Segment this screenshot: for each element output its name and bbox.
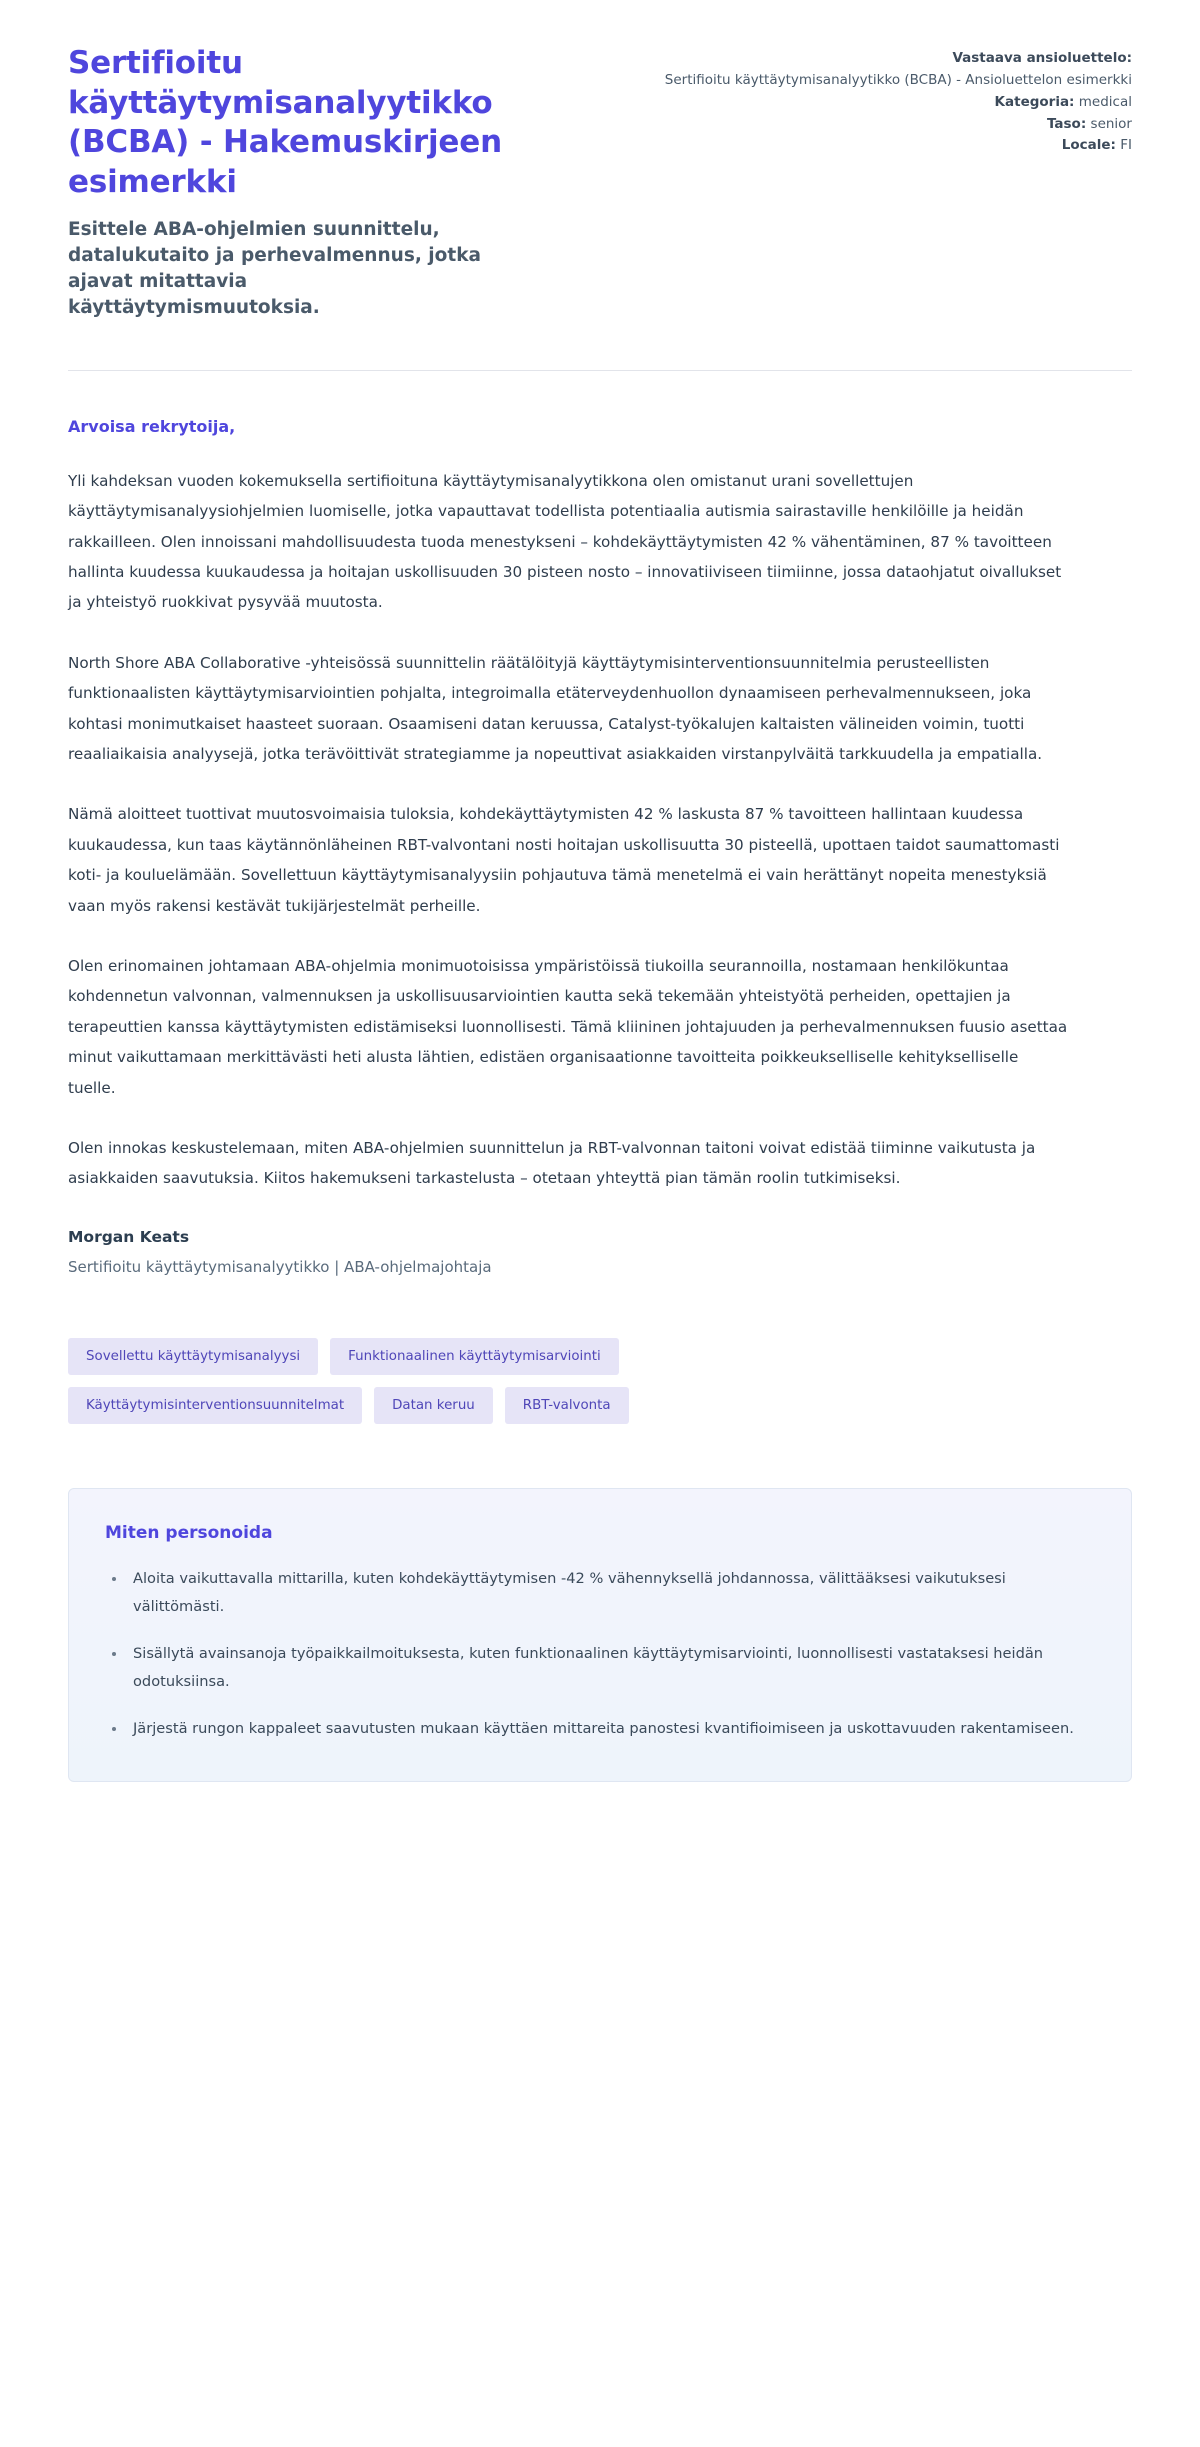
skill-tag[interactable]: Sovellettu käyttäytymisanalyysi [68,1338,318,1375]
meta-value-category: medical [1078,93,1132,110]
skill-tag-list [68,1338,768,1424]
page-subtitle: Esittele ABA-ohjelmien suunnittelu, datalukutaito ja perhevalmennus, jotka ajavat mitattavia käyttäytymismuutoksia. [68,218,481,319]
meta-value-level: senior [1090,115,1132,132]
meta-locale [665,135,1132,157]
personalization-callout [68,1488,1132,1782]
meta-category [665,92,1132,114]
meta-label-related-resume: Vastaava ansioluettelo: [952,50,1132,66]
skill-tag[interactable]: Käyttäytymisinterventionsuunnitelmat [68,1387,362,1424]
callout-list-item: • Sisällytä avainsanoja työpaikkailmoituksesta, kuten funktionaalinen käyttäytymisarviointi, luonnollisesti vastataksesi heidän odotuksiinsa. [127,1640,1095,1697]
letter-body [68,371,1132,1276]
meta-related-resume-value [665,70,1132,92]
signature-name: Morgan Keats [68,1227,190,1246]
meta-label-category: Kategoria: [994,93,1075,110]
skill-tag[interactable]: Datan keruu [374,1387,493,1424]
callout-title: Miten personoida [105,1522,273,1543]
meta-value-related-resume: Sertifioitu käyttäytymisanalyytikko (BCBA) - Ansioluettelon esimerkki [664,71,1132,88]
header-metadata [665,44,1132,157]
header-title-block [68,44,588,322]
meta-level [665,114,1132,136]
page-header [68,36,1132,322]
letter-paragraph: Yli kahdeksan vuoden kokemuksella sertifioituna käyttäytymisanalyytikkona olen omistanut urani sovellettujen käyttäytymisanalyysiohjelmien luomiselle, jotka vapauttavat todellista potentiaalia autismia sairastaville henkilöille ja heidän rakkailleen. Olen innoissani mahdollisuudesta tuoda menestykseni – kohdekäyttäytymisten 42 % vähentäminen, 87 % tavoitteen hallinta kuudessa kuukaudessa ja hoitajan uskollisuuden 30 pisteen nosto – innovatiiviseen tiimiinne, jossa dataohjatut oivallukset ja yhteistyö ruokkivat pysyvää muutosta. [68,471,1062,612]
page-title: Sertifioitu käyttäytymisanalyytikko (BCBA) - Hakemuskirjeen esimerkki [68,45,502,201]
meta-value-locale: FI [1120,137,1132,154]
salutation: Arvoisa rekrytoija, [68,416,236,436]
callout-list-item: • Järjestä rungon kappaleet saavutusten mukaan käyttäen mittareita panostesi kvantifioimiseen ja uskottavuuden rakentamiseen. [127,1715,1095,1743]
signature-block [68,1228,1132,1276]
signature-role: Sertifioitu käyttäytymisanalyytikko | ABA-ohjelmajohtaja [68,1257,492,1276]
callout-list-item: • Aloita vaikuttavalla mittarilla, kuten kohdekäyttäytymisen -42 % vähennyksellä johdannossa, välittääksesi vaikutuksesi välittömästi. [127,1565,1095,1622]
skill-tag[interactable]: RBT-valvonta [505,1387,629,1424]
letter-paragraph: Olen innokas keskustelemaan, miten ABA-ohjelmien suunnittelun ja RBT-valvonnan taitoni voivat edistää tiiminne vaikutusta ja asiakkaiden saavutuksia. Kiitos hakemukseni tarkastelusta – otetaan yhteyttä pian tämän roolin tutkimiseksi. [68,1139,1036,1188]
meta-label-level: Taso: [1046,115,1087,132]
letter-paragraph: Olen erinomainen johtamaan ABA-ohjelmia monimuotoisissa ympäristöissä tiukoilla seurannoilla, nostamaan henkilökuntaa kohdennetun valvonnan, valmennuksen ja uskollisuusarviointien kautta sekä tekemään yhteistyötä perheiden, opettajien ja terapeuttien kanssa käyttäytymisten edistämiseksi luonnollisesti. Tämä kliininen johtajuuden ja perhevalmennuksen fuusio asettaa minut vaikuttamaan merkittävästi heti alusta lähtien, edistäen organisaationne tavoitteita poikkeukselliselle kehitykselliselle tuelle. [68,957,1068,1097]
callout-list [105,1565,1095,1743]
meta-label-locale: Locale: [1061,137,1116,154]
skill-tag[interactable]: Funktionaalinen käyttäytymisarviointi [330,1338,619,1375]
letter-paragraph: North Shore ABA Collaborative -yhteisössä suunnittelin räätälöityjä käyttäytymisinterventionsuunnitelmia perusteellisten funktionaalisten käyttäytymisarviointien pohjalta, integroimalla etäterveydenhuollon dynaamiseen perhevalmennukseen, joka kohtasi monimutkaiset haasteet suoraan. Osaamiseni datan keruussa, Catalyst-työkalujen kaltaisten välineiden voimin, tuotti reaaliaikaisia analyysejä, jotka terävöittivät strategiamme ja nopeuttivat asiakkaiden virstanpylväitä tarkkuudella ja empatialla. [68,653,1043,763]
meta-related-resume-label [665,48,1132,70]
letter-paragraph: Nämä aloitteet tuottivat muutosvoimaisia tuloksia, kohdekäyttäytymisten 42 % laskusta 87 % tavoitteen hallintaan kuudessa kuukaudessa, kun taas käytännönläheinen RBT-valvontani nosti hoitajan uskollisuutta 30 pisteellä, upottaen taidot saumattomasti koti- ja kouluelämään. Sovellettuun käyttäytymisanalyysiin pohjautuva tämä menetelmä ei vain herättänyt nopeita menestyksiä vaan myös rakensi kestävät tukijärjestelmät perheille. [68,805,1060,915]
